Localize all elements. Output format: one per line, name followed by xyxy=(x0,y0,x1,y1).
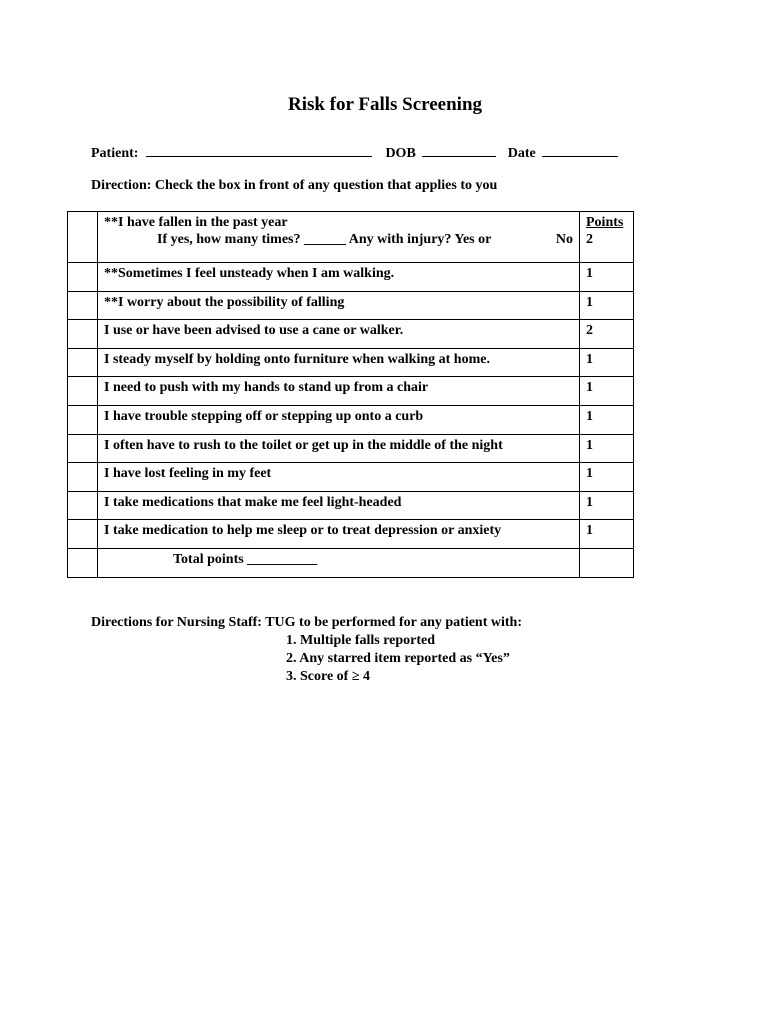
points-value: 1 xyxy=(580,263,634,292)
points-value: 1 xyxy=(580,377,634,406)
screening-table xyxy=(67,211,634,578)
checkbox[interactable] xyxy=(68,377,98,406)
checkbox[interactable] xyxy=(68,491,98,520)
question-text: I have trouble stepping off or stepping up onto a curb xyxy=(98,405,580,434)
table-row xyxy=(68,463,634,492)
nursing-criterion: 1. Multiple falls reported xyxy=(286,633,436,648)
checkbox[interactable] xyxy=(68,520,98,549)
points-value: 1 xyxy=(580,291,634,320)
followup-no: No xyxy=(555,232,573,247)
table-row xyxy=(68,212,634,263)
total-points-label[interactable]: Total points __________ xyxy=(98,548,580,577)
table-row xyxy=(68,263,634,292)
table-row xyxy=(68,491,634,520)
patient-info-line xyxy=(91,143,618,162)
question-text: **Sometimes I feel unsteady when I am walking. xyxy=(98,263,580,292)
date-field[interactable] xyxy=(542,143,618,157)
direction-text: Direction: Check the box in front of any question that applies to you xyxy=(91,178,498,193)
total-row xyxy=(68,548,634,577)
points-value: 2 xyxy=(586,232,593,247)
total-points-value[interactable] xyxy=(580,548,634,577)
question-text: I take medications that make me feel light-headed xyxy=(98,491,580,520)
table-row xyxy=(68,320,634,349)
points-value: 1 xyxy=(580,434,634,463)
nursing-directions xyxy=(91,614,522,686)
dob-field[interactable] xyxy=(422,143,496,157)
checkbox[interactable] xyxy=(68,212,98,263)
question-text: I steady myself by holding onto furniture when walking at home. xyxy=(98,348,580,377)
patient-label: Patient: xyxy=(91,146,139,161)
question-text: I take medication to help me sleep or to treat depression or anxiety xyxy=(98,520,580,549)
date-label: Date xyxy=(507,146,536,161)
question-followup xyxy=(104,231,573,248)
table-row xyxy=(68,405,634,434)
table-row xyxy=(68,520,634,549)
nursing-criterion: 3. Score of ≥ 4 xyxy=(286,669,371,684)
checkbox[interactable] xyxy=(68,405,98,434)
points-value: 1 xyxy=(580,405,634,434)
question-text: I often have to rush to the toilet or get up in the middle of the night xyxy=(98,434,580,463)
page-title: Risk for Falls Screening xyxy=(287,94,483,115)
points-header: Points xyxy=(586,215,624,230)
checkbox[interactable] xyxy=(68,548,98,577)
points-value: 1 xyxy=(580,348,634,377)
patient-name-field[interactable] xyxy=(146,143,372,157)
points-value: 1 xyxy=(580,491,634,520)
nursing-heading: Directions for Nursing Staff: TUG to be performed for any patient with: xyxy=(91,615,522,630)
points-value: 1 xyxy=(580,463,634,492)
nursing-criterion: 2. Any starred item reported as “Yes” xyxy=(286,651,510,666)
points-value: 2 xyxy=(580,320,634,349)
dob-label: DOB xyxy=(385,146,416,161)
points-value: 1 xyxy=(580,520,634,549)
question-text: I use or have been advised to use a cane or walker. xyxy=(98,320,580,349)
table-row xyxy=(68,434,634,463)
checkbox[interactable] xyxy=(68,434,98,463)
question-cell xyxy=(98,212,580,263)
question-text: I need to push with my hands to stand up from a chair xyxy=(98,377,580,406)
followup-text: If yes, how many times? ______ Any with injury? Yes or xyxy=(157,232,492,247)
table-row xyxy=(68,377,634,406)
question-text: I have lost feeling in my feet xyxy=(98,463,580,492)
question-text: **I have fallen in the past year xyxy=(104,215,288,230)
checkbox[interactable] xyxy=(68,463,98,492)
checkbox[interactable] xyxy=(68,263,98,292)
checkbox[interactable] xyxy=(68,291,98,320)
question-text: **I worry about the possibility of falling xyxy=(98,291,580,320)
checkbox[interactable] xyxy=(68,320,98,349)
nursing-criteria-list xyxy=(91,632,522,686)
points-cell xyxy=(580,212,634,263)
checkbox[interactable] xyxy=(68,348,98,377)
table-row xyxy=(68,291,634,320)
table-row xyxy=(68,348,634,377)
